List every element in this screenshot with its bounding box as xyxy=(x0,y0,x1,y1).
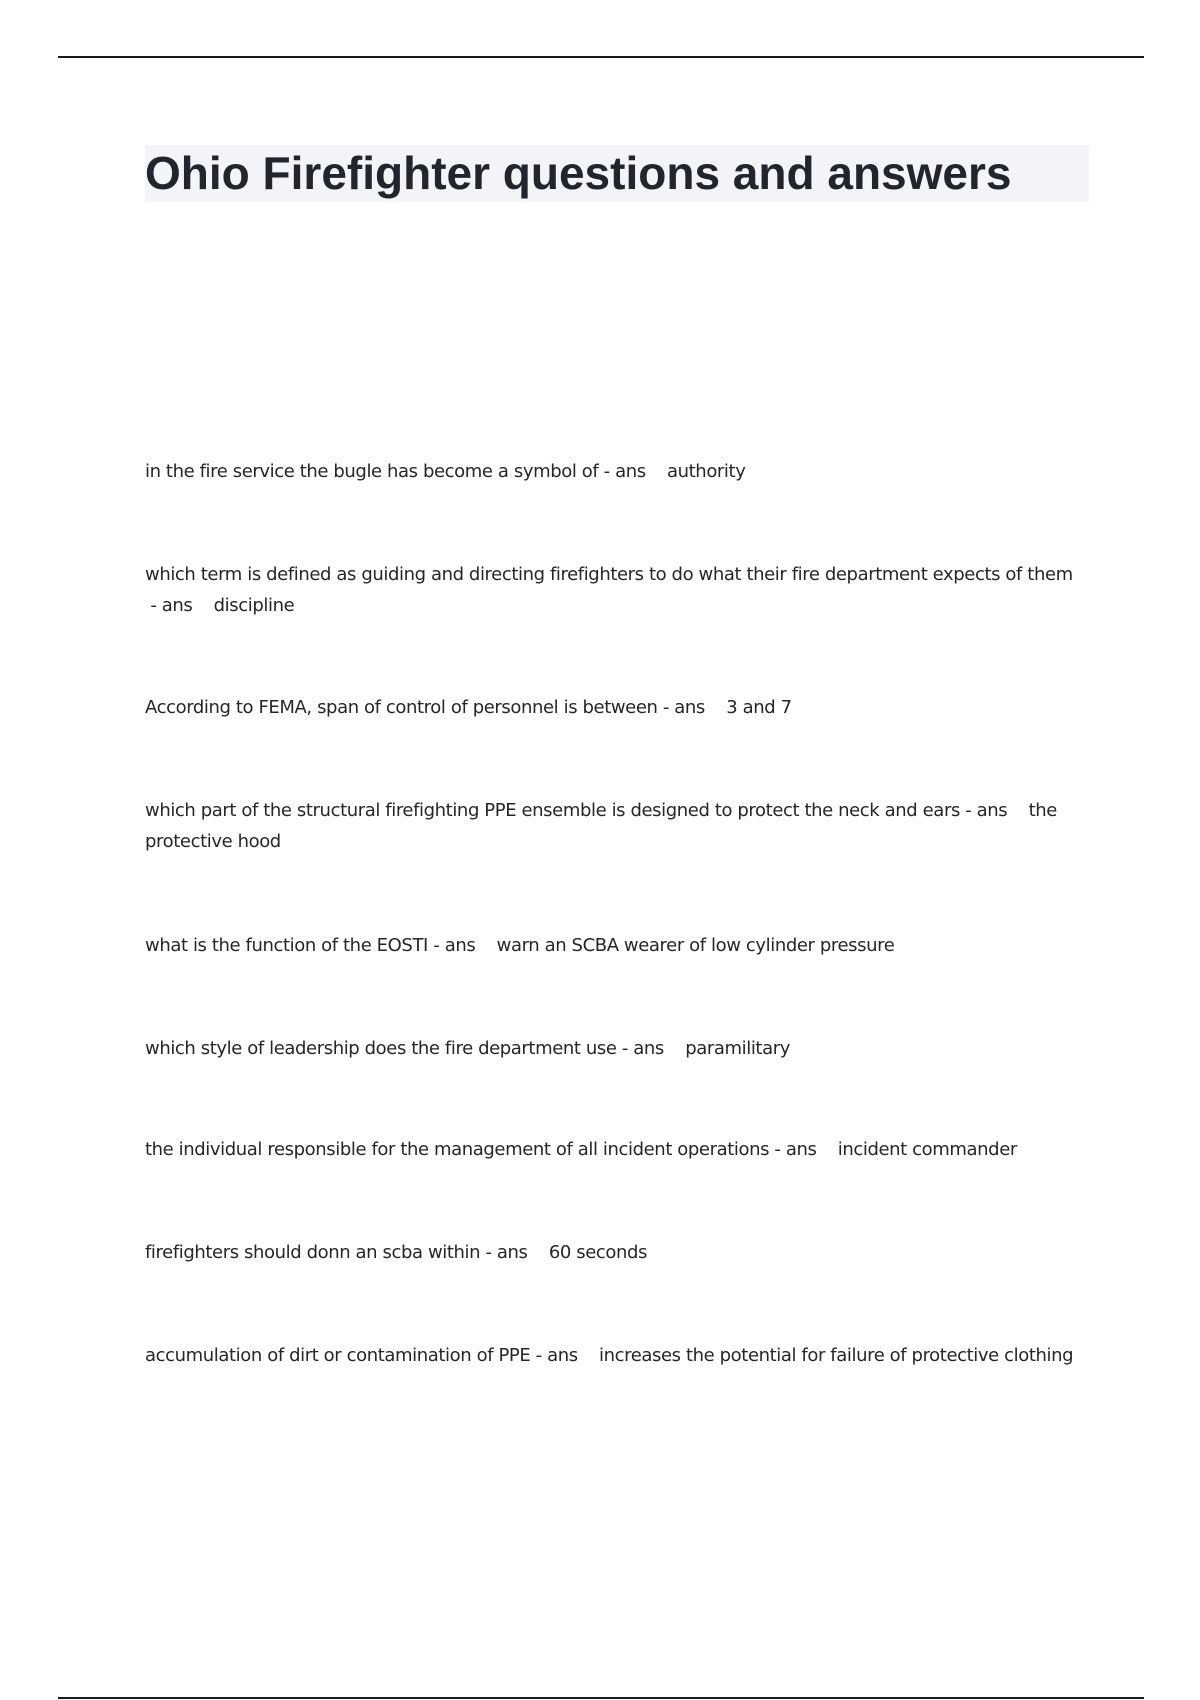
answer-separator: - ans xyxy=(530,1345,600,1366)
question-text: firefighters should donn an scba within xyxy=(145,1242,481,1263)
title-block xyxy=(145,145,1089,202)
answer-text: discipline xyxy=(213,595,295,616)
answer-text: warn an SCBA wearer of low cylinder pressure xyxy=(496,935,895,956)
answer-text: incident commander xyxy=(837,1139,1017,1160)
question-text: which style of leadership does the fire department use xyxy=(145,1038,617,1059)
qa-item xyxy=(145,795,1085,857)
qa-item xyxy=(145,1033,1085,1064)
answer-text: the protective hood xyxy=(145,800,1057,852)
qa-item xyxy=(145,692,1085,723)
answer-separator: - ans xyxy=(769,1139,838,1160)
answer-separator: - ans xyxy=(427,935,497,956)
answer-text: 60 seconds xyxy=(548,1242,648,1263)
page-title: Ohio Firefighter questions and answers xyxy=(145,147,1012,199)
qa-item xyxy=(145,456,1085,487)
question-text: what is the function of the EOSTI xyxy=(145,935,428,956)
question-text: which term is defined as guiding and directing firefighters to do what their fire department expects of them xyxy=(145,564,1073,585)
answer-text: 3 and 7 xyxy=(726,697,792,718)
question-text: in the fire service the bugle has become a symbol of xyxy=(145,461,599,482)
answer-separator: - ans xyxy=(598,461,668,482)
qa-item xyxy=(145,1237,1085,1268)
qa-item xyxy=(145,1134,1085,1165)
header-rule xyxy=(58,56,1144,58)
question-text: the individual responsible for the management of all incident operations xyxy=(145,1139,770,1160)
answer-separator: - ans xyxy=(616,1038,686,1059)
qa-item xyxy=(145,930,1085,961)
answer-text: increases the potential for failure of protective clothing xyxy=(599,1345,1074,1366)
answer-text: authority xyxy=(667,461,746,482)
question-text: According to FEMA, span of control of personnel is between xyxy=(145,697,658,718)
answer-separator: - ans xyxy=(657,697,727,718)
answer-separator: - ans xyxy=(145,595,214,616)
qa-item xyxy=(145,1340,1085,1371)
footer-rule xyxy=(58,1697,1144,1699)
answer-separator: - ans xyxy=(959,800,1029,821)
question-text: which part of the structural firefighting PPE ensemble is designed to protect the neck and ears xyxy=(145,800,960,821)
answer-text: paramilitary xyxy=(685,1038,790,1059)
answer-separator: - ans xyxy=(480,1242,549,1263)
qa-item xyxy=(145,559,1085,621)
question-text: accumulation of dirt or contamination of PPE xyxy=(145,1345,531,1366)
